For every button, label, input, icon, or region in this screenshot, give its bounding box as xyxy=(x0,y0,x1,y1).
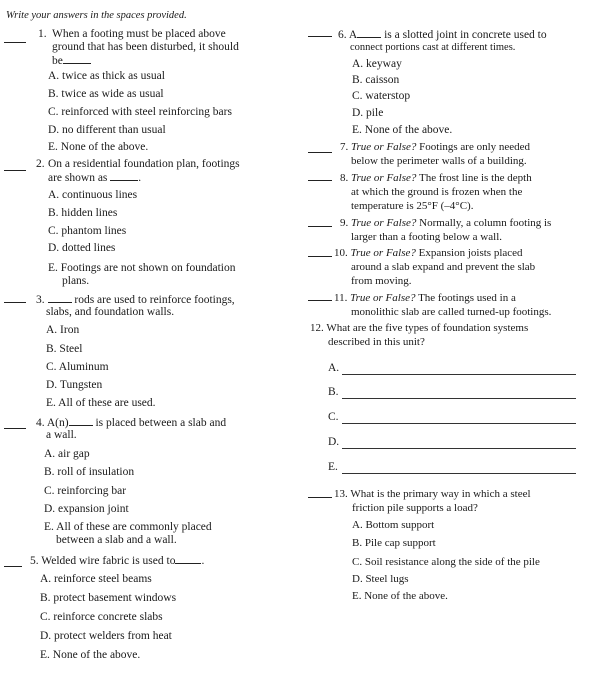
question-stem-line xyxy=(334,292,516,304)
stem-text: are shown as xyxy=(48,172,108,184)
option-e[interactable]: E. Footings are not shown on foundation xyxy=(48,262,236,274)
option-b[interactable]: B. caisson xyxy=(352,74,400,86)
question-number: 8. xyxy=(340,172,349,184)
question-stem-line: described in this unit? xyxy=(328,336,425,348)
answer-blank-6[interactable] xyxy=(308,36,332,37)
fill-blank[interactable] xyxy=(48,293,72,303)
question-stem-line: at which the ground is frozen when the xyxy=(351,186,523,198)
fill-blank[interactable] xyxy=(110,171,138,181)
option-a[interactable]: A. reinforce steel beams xyxy=(40,573,152,585)
question-number: 6. xyxy=(338,29,347,41)
option-e[interactable]: E. All of these are commonly placed xyxy=(44,521,212,533)
option-e[interactable]: E. None of the above. xyxy=(352,590,448,602)
question-stem-line xyxy=(334,247,523,259)
question-stem-line: are shown as . xyxy=(48,172,142,184)
option-a[interactable]: A. twice as thick as usual xyxy=(48,70,165,82)
option-e[interactable]: E. None of the above. xyxy=(352,124,453,136)
option-a[interactable]: A. Iron xyxy=(46,324,80,336)
answer-blank-10[interactable] xyxy=(308,256,332,257)
question-stem-line: When a footing must be placed above xyxy=(52,28,226,40)
option-a[interactable]: A. continuous lines xyxy=(48,189,138,201)
answer-blank-3[interactable] xyxy=(4,302,26,303)
question-stem-line: connect portions cast at different times. xyxy=(350,42,516,53)
answer-blank-13[interactable] xyxy=(308,497,332,498)
question-stem-line xyxy=(340,217,551,229)
question-stem-line: from moving. xyxy=(351,275,412,287)
stem-text: Normally, a column footing is xyxy=(419,217,552,229)
stem-text: A(n) xyxy=(46,417,69,429)
answer-blank-9[interactable] xyxy=(308,226,332,227)
option-b[interactable]: B. Steel xyxy=(46,343,83,355)
question-stem-line xyxy=(340,141,530,153)
question-stem-line: slabs, and foundation walls. xyxy=(46,306,175,318)
question-stem-line: friction pile supports a load? xyxy=(352,502,478,514)
option-e[interactable]: E. None of the above. xyxy=(40,649,141,661)
question-number: 2. xyxy=(36,158,45,170)
question-number: 1. xyxy=(38,28,47,40)
answer-line-a[interactable] xyxy=(342,374,576,375)
question-stem-line: larger than a footing below a wall. xyxy=(351,231,502,243)
option-d[interactable]: D. no different than usual xyxy=(48,124,166,136)
stem-text: What is the primary way in which a steel xyxy=(350,488,531,500)
option-d[interactable]: D. Tungsten xyxy=(46,379,103,391)
question-stem-line xyxy=(310,322,528,334)
answer-line-c[interactable] xyxy=(342,423,576,424)
stem-text: is a slotted joint in concrete used to xyxy=(384,29,547,41)
true-false-label: True or False? xyxy=(351,217,417,229)
question-stem-line: ground that has been disturbed, it should xyxy=(52,41,239,53)
option-a[interactable]: A. Bottom support xyxy=(352,519,435,531)
question-stem-line xyxy=(36,416,226,429)
answer-blank-8[interactable] xyxy=(308,180,332,181)
option-c[interactable]: C. reinforcing bar xyxy=(44,485,127,497)
answer-line-e[interactable] xyxy=(342,473,576,474)
question-stem-line: a wall. xyxy=(46,429,77,441)
question-number: 13. xyxy=(334,488,348,500)
option-d[interactable]: D. expansion joint xyxy=(44,503,129,515)
option-b[interactable]: B. protect basement windows xyxy=(40,592,177,604)
stem-text: A xyxy=(348,29,358,41)
question-number: 4. xyxy=(36,417,45,429)
true-false-label: True or False? xyxy=(350,292,416,304)
answer-letter-d: D. xyxy=(328,436,340,448)
option-b[interactable]: B. roll of insulation xyxy=(44,466,135,478)
answer-blank-2[interactable] xyxy=(4,170,26,171)
option-d[interactable]: D. pile xyxy=(352,107,384,119)
option-d[interactable]: D. protect welders from heat xyxy=(40,630,172,642)
stem-text: The footings used in a xyxy=(418,292,516,304)
option-c[interactable]: C. reinforced with steel reinforcing bars xyxy=(48,106,232,118)
stem-text: is placed between a slab and xyxy=(95,417,227,429)
option-a[interactable]: A. keyway xyxy=(352,58,402,70)
option-e-continued: between a slab and a wall. xyxy=(56,534,177,546)
instructions: Write your answers in the spaces provided. xyxy=(6,10,187,21)
answer-letter-b: B. xyxy=(328,386,339,398)
stem-text: rods are used to reinforce footings, xyxy=(74,294,235,306)
fill-blank[interactable] xyxy=(69,416,93,426)
option-b[interactable]: B. Pile cap support xyxy=(352,537,436,549)
question-stem-line xyxy=(334,488,531,500)
question-number: 10. xyxy=(334,247,348,259)
question-stem-line: temperature is 25°F (–4°C). xyxy=(351,200,474,212)
stem-text: Footings are only needed xyxy=(419,141,531,153)
question-stem-line xyxy=(52,54,91,67)
option-b[interactable]: B. hidden lines xyxy=(48,207,118,219)
option-c[interactable]: C. Soil resistance along the side of the pile xyxy=(352,556,540,568)
option-e[interactable]: E. None of the above. xyxy=(48,141,149,153)
option-e-continued: plans. xyxy=(62,275,90,287)
fill-blank[interactable] xyxy=(175,554,201,564)
answer-line-d[interactable] xyxy=(342,448,576,449)
question-number: 5. xyxy=(30,555,39,567)
option-d[interactable]: D. Steel lugs xyxy=(352,573,409,585)
stem-text: be xyxy=(52,55,63,67)
true-false-label: True or False? xyxy=(351,172,417,184)
option-b[interactable]: B. twice as wide as usual xyxy=(48,88,164,100)
true-false-label: True or False? xyxy=(350,247,416,259)
answer-blank-4[interactable] xyxy=(4,428,26,429)
question-stem-line: around a slab expand and prevent the slab xyxy=(351,261,536,273)
question-number: 7. xyxy=(340,141,349,153)
answer-line-b[interactable] xyxy=(342,398,576,399)
question-stem-line xyxy=(338,28,547,41)
fill-blank[interactable] xyxy=(63,54,91,64)
answer-letter-e: E. xyxy=(328,461,338,473)
option-c[interactable]: C. reinforce concrete slabs xyxy=(40,611,163,623)
answer-blank-1[interactable] xyxy=(4,42,26,43)
true-false-label: True or False? xyxy=(351,141,417,153)
question-stem-line: below the perimeter walls of a building. xyxy=(351,155,527,167)
question-stem-line xyxy=(340,172,532,184)
answer-blank-5[interactable] xyxy=(4,566,22,567)
answer-letter-a: A. xyxy=(328,362,340,374)
stem-text: Welded wire fabric is used to xyxy=(41,555,176,567)
answer-blank-11[interactable] xyxy=(308,300,332,301)
option-c[interactable]: C. waterstop xyxy=(352,90,411,102)
question-number: 9. xyxy=(340,217,349,229)
question-stem-line xyxy=(36,293,235,306)
question-number: 11. xyxy=(334,292,348,304)
option-c[interactable]: C. phantom lines xyxy=(48,225,127,237)
question-stem-line: 5. Welded wire fabric is used to . xyxy=(30,555,205,567)
answer-blank-7[interactable] xyxy=(308,152,332,153)
question-number: 12. xyxy=(310,322,324,334)
question-stem-line: On a residential foundation plan, footings xyxy=(48,158,240,170)
stem-text: What are the five types of foundation systems xyxy=(326,322,529,334)
option-d[interactable]: D. dotted lines xyxy=(48,242,116,254)
stem-text: Expansion joists placed xyxy=(418,247,523,259)
stem-text: The frost line is the depth xyxy=(418,172,532,184)
option-e[interactable]: E. All of these are used. xyxy=(46,397,156,409)
question-number: 3. xyxy=(36,294,45,306)
option-a[interactable]: A. air gap xyxy=(44,448,90,460)
fill-blank[interactable] xyxy=(357,28,381,38)
answer-letter-c: C. xyxy=(328,411,339,423)
option-c[interactable]: C. Aluminum xyxy=(46,361,109,373)
question-stem-line: monolithic slab are called turned-up footings. xyxy=(351,306,552,318)
